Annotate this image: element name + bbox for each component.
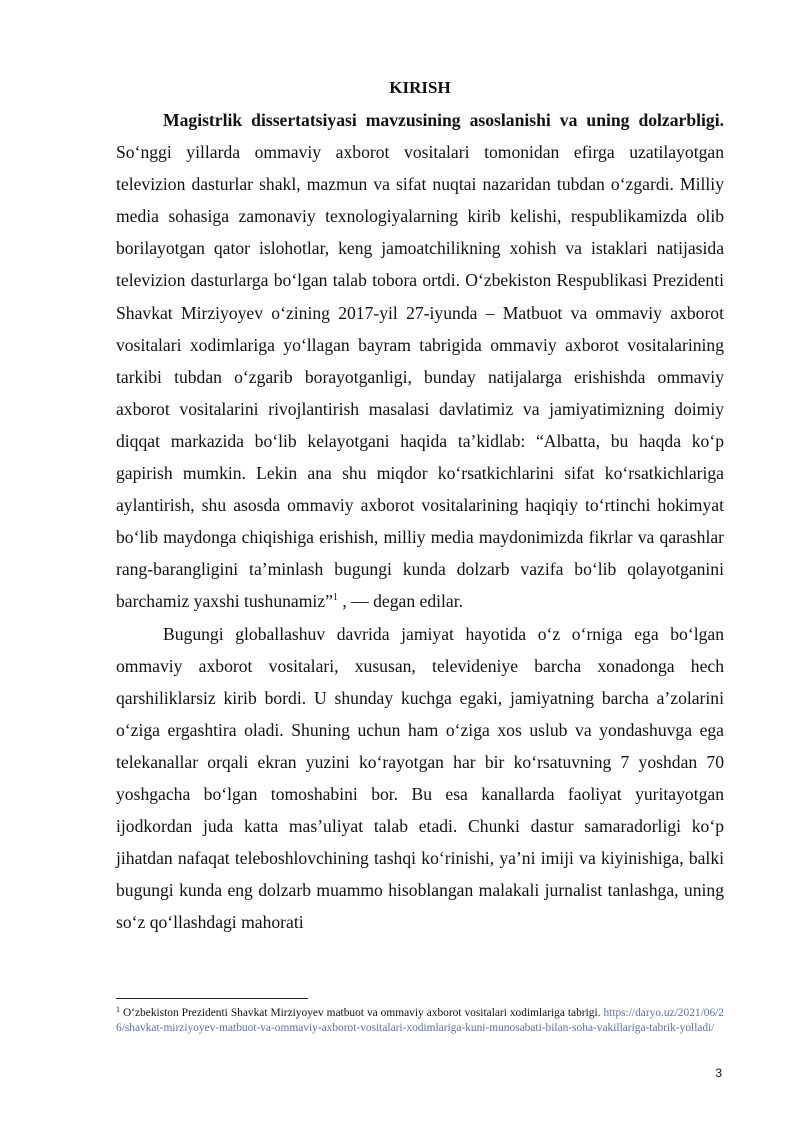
- footnote-reference[interactable]: 1: [332, 592, 338, 604]
- footnote-divider: [116, 998, 308, 999]
- footnote-number: 1: [116, 1005, 120, 1014]
- footnote: [116, 1006, 724, 1036]
- section-heading: KIRISH: [389, 78, 451, 97]
- footnote-link[interactable]: https://daryo.uz/2021/06/26/shavkat-mirziyoyev-matbuot-va-ommaviy-axborot-vositalari-xodimlariga-kuni-munosabati-bilan-soha-vakillariga-tabrik-yolladi/: [116, 1007, 724, 1034]
- paragraph-1-bold-lead: Magistrlik dissertatsiyasi mavzusining asoslanishi va uning dolzarbligi.: [163, 110, 724, 130]
- paragraph-1: [116, 104, 724, 618]
- paragraph-2: Bugungi globallashuv davrida jamiyat hayotida o‘z o‘rniga ega bo‘lgan ommaviy axborot vositalari, xususan, televideniye barcha xonadonga hech qarshiliklarsiz kirib bordi. U shunday kuchga egaki, jamiyatning barcha a’zolarini o‘ziga ergashtira oladi. Shuning uchun ham o‘ziga xos uslub va yondashuvga ega telekanallar orqali ekran yuzini ko‘rayotgan har bir ko‘rsatuvning 7 yoshdan 70 yoshgacha bo‘lgan tomoshabini bor. Bu esa kanallarda faoliyat yuritayotgan ijodkordan juda katta mas’uliyat talab etadi. Chunki dastur samaradorligi ko‘p jihatdan nafaqat teleboshlovchining tashqi ko‘rinishi, ya’ni imiji va kiyinishiga, balki bugungi kunda eng dolzarb muammo hisoblangan malakali jurnalist tanlashga, uning so‘z qo‘llashdagi mahorati: [116, 623, 724, 933]
- paragraph-1-tail: , — degan edilar.: [337, 591, 463, 612]
- footnote-text: O‘zbekiston Prezidenti Shavkat Mirziyoyev matbuot va ommaviy axborot vositalari xodimlariga tabrigi.: [120, 1007, 604, 1019]
- page-number: 3: [715, 1066, 722, 1080]
- paragraph-1-text: So‘nggi yillarda ommaviy axborot vositalari tomonidan efirga uzatilayotgan televizion dasturlar shakl, mazmun va sifat nuqtai nazaridan tubdan o‘zgardi. Milliy media sohasiga zamonaviy texnologiyalarning kirib kelishi, respublikamizda olib borilayotgan qator islohotlar, keng jamoatchilikning xohish va istaklari natijasida televizion dasturlarga bo‘lgan talab tobora ortdi. O‘zbekiston Respublikasi Prezidenti Shavkat Mirziyoyev o‘zining 2017-yil 27-iyunda – Matbuot va ommaviy axborot vositalari xodimlariga yo‘llagan bayram tabrigida ommaviy axborot vositalarining tarkibi tubdan o‘zgarib borayotganligi, bunday natijalarga erishishda ommaviy axborot vositalarini rivojlantirish masalasi davlatimiz va jamiyatimizning doimiy diqqat markazida bo‘lib kelayotgani haqida ta’kidlab: “Albatta, bu haqda ko‘p gapirish mumkin. Lekin ana shu miqdor ko‘rsatkichlarini sifat ko‘rsatkichlariga aylantirish, shu asosda ommaviy axborot vositalarining haqiqiy to‘rtinchi hokimyat bo‘lib maydonga chiqishiga erishish, milliy media maydonimizda fikrlar va qarashlar rang-barangligini ta’minlash bugungi kunda dolzarb vazifa bo‘lib qolayotganini barchamiz yaxshi tushunamiz”: [116, 142, 724, 612]
- body-text: [116, 104, 724, 938]
